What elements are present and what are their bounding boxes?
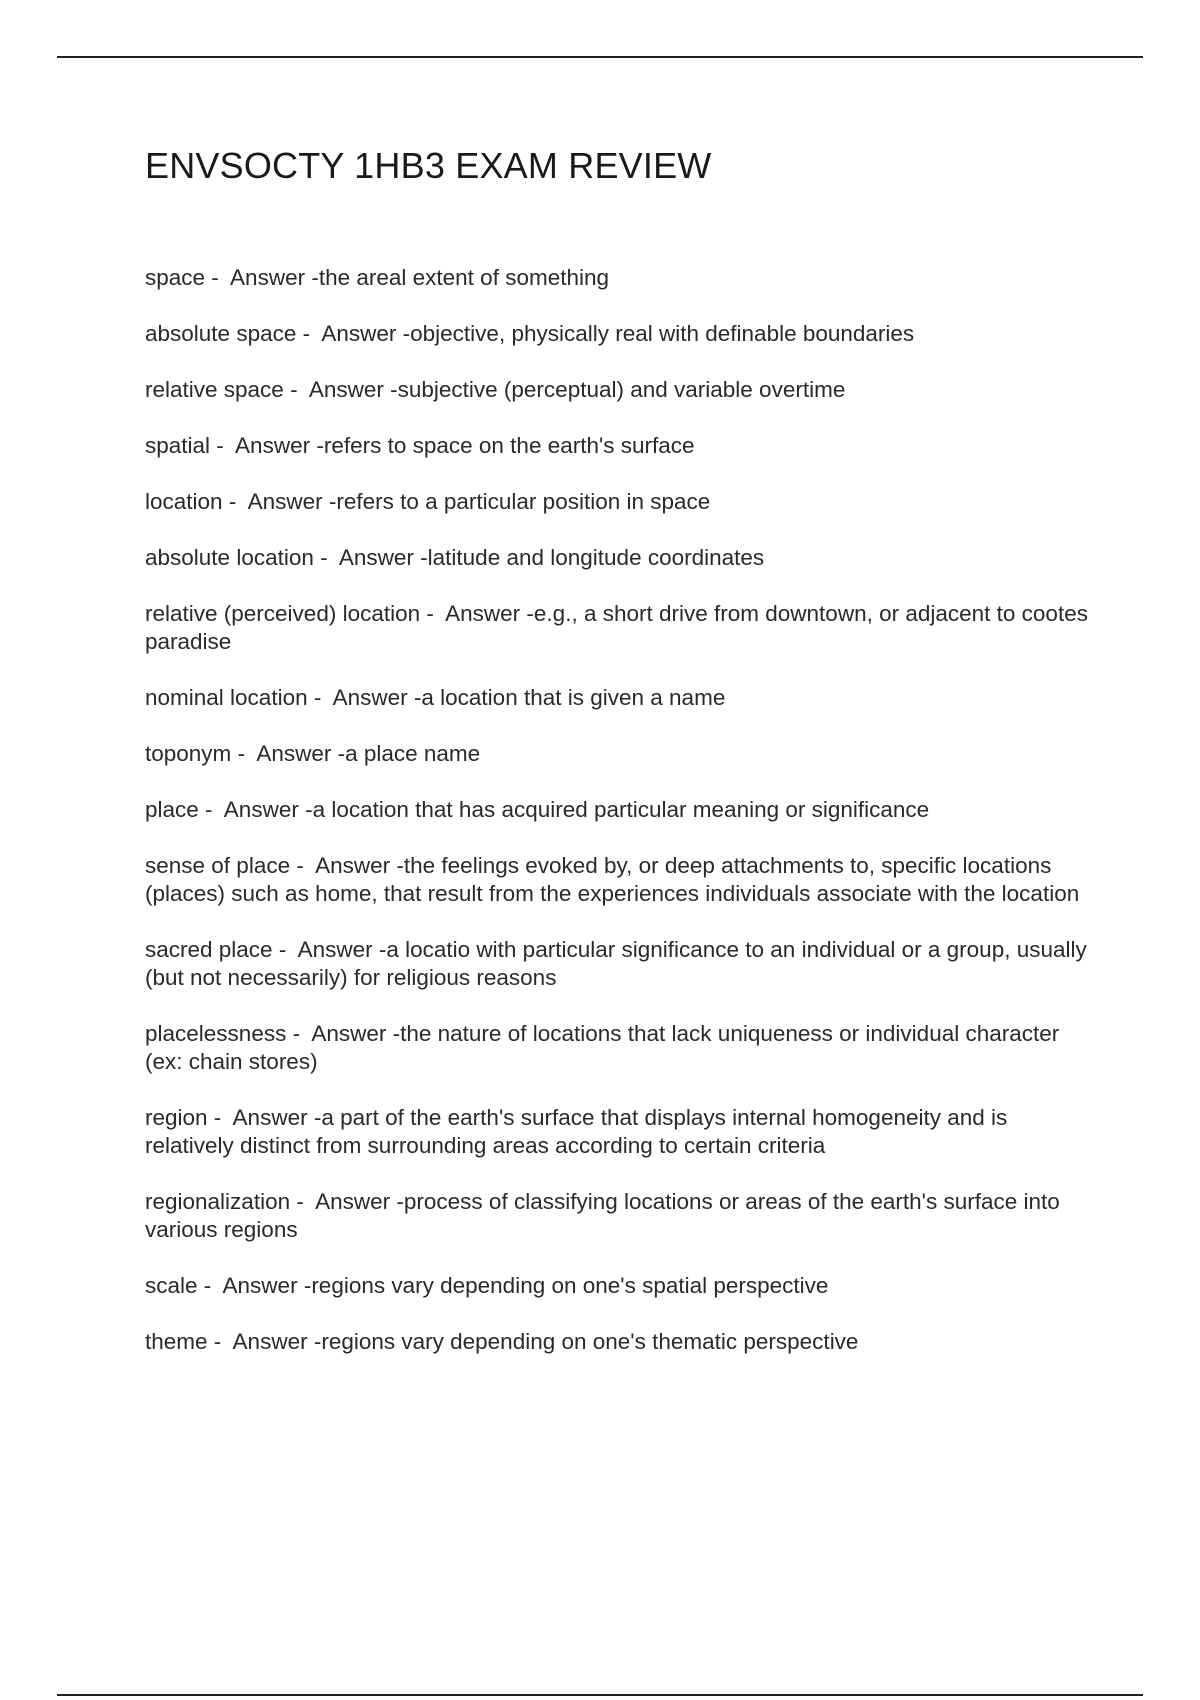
entry-separator: - Answer -: [210, 433, 324, 458]
list-item: [145, 376, 1095, 404]
entry-term: nominal location: [145, 685, 308, 710]
list-item: [145, 852, 1095, 908]
entry-answer: the nature of locations that lack uniqueness or individual character (ex: chain stores): [145, 1021, 1060, 1074]
list-item: [145, 796, 1095, 824]
list-item: [145, 264, 1095, 292]
list-item: [145, 936, 1095, 992]
entry-answer: e.g., a short drive from downtown, or adjacent to cootes paradise: [145, 601, 1088, 654]
document-title: ENVSOCTY 1HB3 EXAM REVIEW: [145, 145, 712, 186]
entry-separator: - Answer -: [207, 1329, 322, 1354]
entry-term: toponym: [145, 741, 232, 766]
entry-answer: process of classifying locations or areas of the earth's surface into various regions: [145, 1189, 1060, 1242]
entry-term: location: [145, 489, 223, 514]
entry-term: scale: [145, 1273, 198, 1298]
entry-separator: - Answer -: [290, 1189, 404, 1214]
entry-separator: - Answer -: [207, 1105, 322, 1130]
entry-separator: - Answer -: [222, 489, 337, 514]
entry-term: place: [145, 797, 199, 822]
entry-answer: the areal extent of something: [318, 265, 610, 290]
list-item: [145, 740, 1095, 768]
entry-term: relative (perceived) location: [145, 601, 421, 626]
list-item: [145, 488, 1095, 516]
list-item: [145, 1188, 1095, 1244]
bottom-rule: [57, 1694, 1143, 1696]
list-item: [145, 1328, 1095, 1356]
list-item: [145, 1272, 1095, 1300]
entry-separator: - Answer -: [205, 265, 319, 290]
entry-answer: a place name: [345, 741, 481, 766]
entry-answer: refers to a particular position in space: [336, 489, 711, 514]
list-item: [145, 1020, 1095, 1076]
list-item: [145, 432, 1095, 460]
entry-answer: refers to space on the earth's surface: [323, 433, 695, 458]
entry-term: theme: [145, 1329, 208, 1354]
entry-separator: - Answer -: [197, 1273, 312, 1298]
list-item: [145, 544, 1095, 572]
entry-term: sense of place: [145, 853, 291, 878]
entry-separator: - Answer -: [290, 853, 404, 878]
entry-separator: - Answer -: [198, 797, 313, 822]
entry-separator: - Answer -: [231, 741, 346, 766]
entry-answer: objective, physically real with definable boundaries: [410, 321, 915, 346]
entry-term: region: [145, 1105, 208, 1130]
entry-term: relative space: [145, 377, 284, 402]
list-item: [145, 320, 1095, 348]
list-item: [145, 1104, 1095, 1160]
entry-answer: the feelings evoked by, or deep attachments to, specific locations (places) such as home, that result from the experiences individuals associate with the location: [145, 853, 1080, 906]
entry-term: absolute space: [145, 321, 297, 346]
entry-term: space: [145, 265, 206, 290]
entry-separator: - Answer -: [286, 1021, 401, 1046]
document-body: [145, 140, 1095, 1384]
list-item: [145, 600, 1095, 656]
entry-term: absolute location: [145, 545, 314, 570]
list-item: [145, 684, 1095, 712]
entry-answer: a location that is given a name: [421, 685, 726, 710]
entry-separator: - Answer -: [283, 377, 398, 402]
entry-separator: - Answer -: [272, 937, 387, 962]
entry-term: regionalization: [145, 1189, 291, 1214]
top-rule: [57, 56, 1143, 58]
entry-answer: a location that has acquired particular meaning or significance: [312, 797, 930, 822]
entry-answer: latitude and longitude coordinates: [427, 545, 765, 570]
entry-answer: a part of the earth's surface that displays internal homogeneity and is relatively distinct from surrounding areas according to certain criteria: [145, 1105, 1008, 1158]
entry-separator: - Answer -: [296, 321, 411, 346]
entry-term: sacred place: [145, 937, 273, 962]
entry-answer: regions vary depending on one's spatial perspective: [311, 1273, 829, 1298]
entry-separator: - Answer -: [307, 685, 422, 710]
entry-answer: regions vary depending on one's thematic perspective: [321, 1329, 859, 1354]
entry-separator: - Answer -: [313, 545, 428, 570]
entry-answer: a locatio with particular significance to an individual or a group, usually (but not necessarily) for religious reasons: [145, 937, 1087, 990]
entry-separator: - Answer -: [420, 601, 534, 626]
entry-term: placelessness: [145, 1021, 287, 1046]
entry-term: spatial: [145, 433, 211, 458]
entry-list: [145, 264, 1095, 1356]
entry-answer: subjective (perceptual) and variable overtime: [397, 377, 846, 402]
